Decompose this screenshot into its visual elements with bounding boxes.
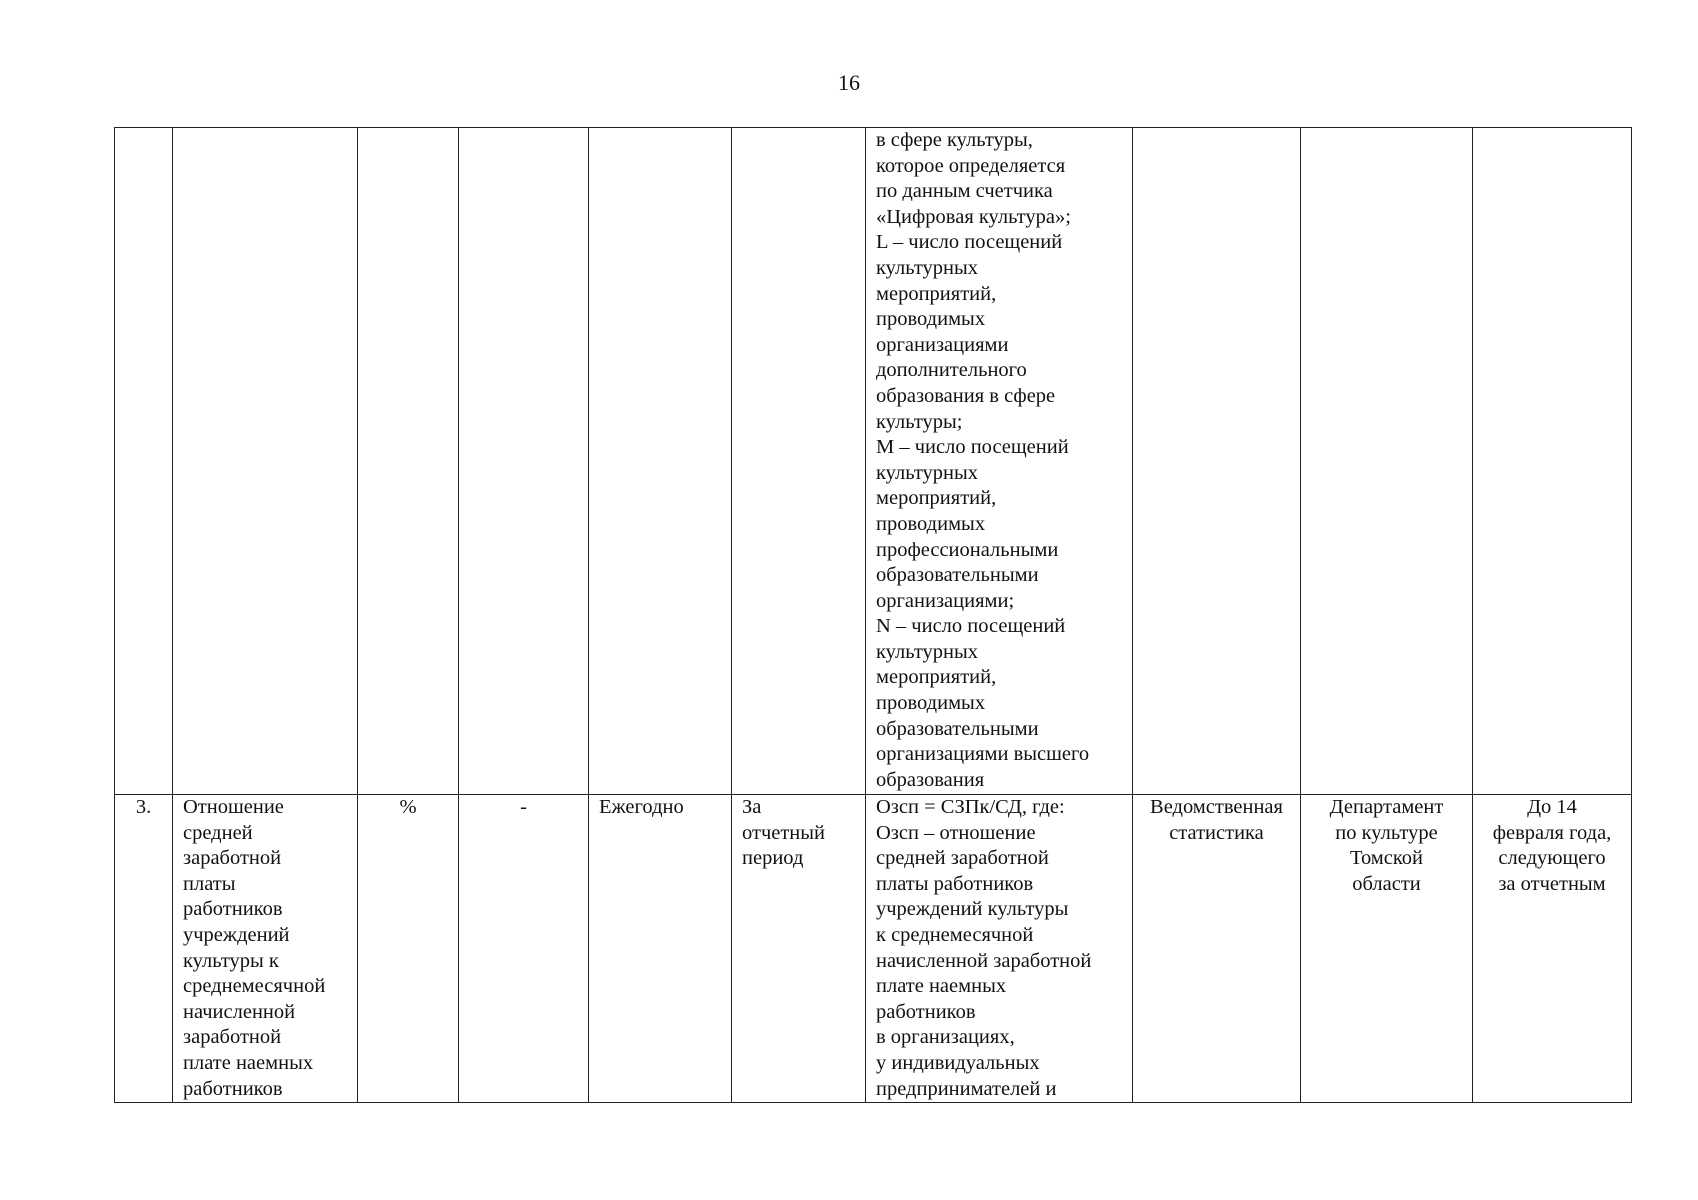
cell-period xyxy=(732,795,866,1103)
cell-periodicity xyxy=(589,795,732,1103)
cell-responsible xyxy=(1301,795,1473,1103)
formula-description: в сфере культуры, которое определяется по данным счетчика «Цифровая культура»; L – число посещений культурных мероприятий, проводимых организациями дополнительного образования в сфере культуры; M – число посещений культурных мероприятий, проводимых профессиональными образовательными организациями; N – число посещений культурных мероприятий, проводимых образовательными организациями высшего образования xyxy=(876,129,1090,791)
responsible-department: Департамент по культуре Томской области xyxy=(1329,796,1444,895)
cell-periodicity xyxy=(589,128,732,795)
cell-value xyxy=(459,128,589,795)
page-number: 16 xyxy=(838,70,860,95)
cell-period xyxy=(732,128,866,795)
table-row xyxy=(115,795,1632,1103)
cell-deadline xyxy=(1473,128,1632,795)
cell-indicator-name xyxy=(173,128,358,795)
cell-number xyxy=(115,128,173,795)
row-number: 3. xyxy=(135,796,152,818)
cell-source xyxy=(1133,795,1301,1103)
cell-value xyxy=(459,795,589,1103)
cell-number xyxy=(115,795,173,1103)
cell-deadline xyxy=(1473,795,1632,1103)
cell-unit xyxy=(358,128,459,795)
indicator-unit: % xyxy=(399,796,417,818)
table-row xyxy=(115,128,1632,795)
cell-unit xyxy=(358,795,459,1103)
formula-description: Озсп = СЗПк/СД, где: Озсп – отношение средней заработной платы работников учреждений культуры к среднемесячной начисленной заработной плате наемных работников в организациях, у индивидуальных предпринимателей и xyxy=(876,796,1092,1100)
indicator-name: Отношение средней заработной платы работников учреждений культуры к среднемесячной начисленной заработной плате наемных работников xyxy=(183,796,326,1100)
indicator-periodicity: Ежегодно xyxy=(599,796,684,818)
indicator-period: За отчетный период xyxy=(742,796,826,870)
cell-formula xyxy=(866,128,1133,795)
indicators-table xyxy=(114,127,1632,1103)
report-deadline: До 14 февраля года, следующего за отчетным xyxy=(1492,796,1612,895)
cell-responsible xyxy=(1301,128,1473,795)
cell-source xyxy=(1133,128,1301,795)
cell-indicator-name xyxy=(173,795,358,1103)
data-source: Ведомственная статистика xyxy=(1150,796,1283,844)
indicator-value: - xyxy=(520,796,527,818)
cell-formula xyxy=(866,795,1133,1103)
